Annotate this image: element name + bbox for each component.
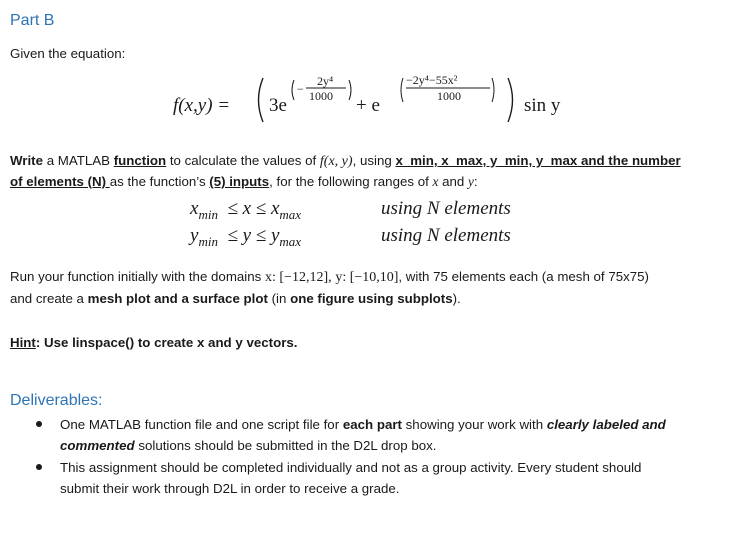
range-x-using: using N elements (381, 198, 511, 219)
function-word: function (113, 153, 167, 168)
bullet-dot-icon (36, 464, 42, 470)
exp1-num: 2y⁴ (317, 74, 334, 88)
part-title: Part B (10, 12, 55, 29)
range-y-using: using N elements (381, 225, 511, 246)
write-bold: Write (10, 153, 44, 168)
equation-coef: 3e (269, 95, 287, 116)
hint: Hint: Use linspace() to create x and y vectors. (10, 335, 298, 350)
deliverables-title: Deliverables: (10, 392, 103, 409)
equation-plus-e: + e (356, 95, 380, 116)
inputs-list: x_min, x_max, y_min, y_max and the number (395, 153, 681, 168)
bullet-dot-icon (36, 421, 42, 427)
exp1-den: 1000 (309, 89, 333, 103)
exp2-den: 1000 (437, 89, 461, 103)
hint-label: Hint (10, 335, 36, 350)
exp1-sign: − (297, 82, 304, 96)
range-x: $x_{min} \le x \le x_{max}$ (190, 198, 302, 222)
equation-open-paren (259, 78, 264, 122)
run-paragraph: Run your function initially with the domains x: [−12,12], y: [−10,10], with 75 elements each (a mesh of 75x75) and create a mesh plot and a surface plot (in one figure using subplots). (10, 269, 649, 306)
equation (0, 60, 756, 130)
exp2-num: −2y⁴−55x² (406, 73, 458, 87)
five-inputs: (5) inputs (209, 174, 270, 189)
bullet-item-2: This assignment should be completed individually and not as a group activity. Every student should submit their work through D2L in order to receive a grade. (36, 457, 736, 499)
instruction-paragraph: Write a MATLAB function to calculate the values of f(x, y), using x_min, x_max, y_min, y_max and the number of elements (N) as the function’s (5) inputs, for the following ranges of x and y: (10, 153, 681, 189)
given-text: Given the equation: (10, 46, 126, 61)
equation-trail: sin y (524, 95, 561, 116)
equation-close-paren (508, 78, 513, 122)
range-y: $y_{min} \le y \le y_{max}$ (190, 225, 302, 249)
bullet-item-1: One MATLAB function file and one script file for each part showing your work with clearly labeled and commented solutions should be submitted in the D2L drop box. (36, 414, 736, 456)
equation-lhs: f(x,y) = (173, 95, 231, 116)
